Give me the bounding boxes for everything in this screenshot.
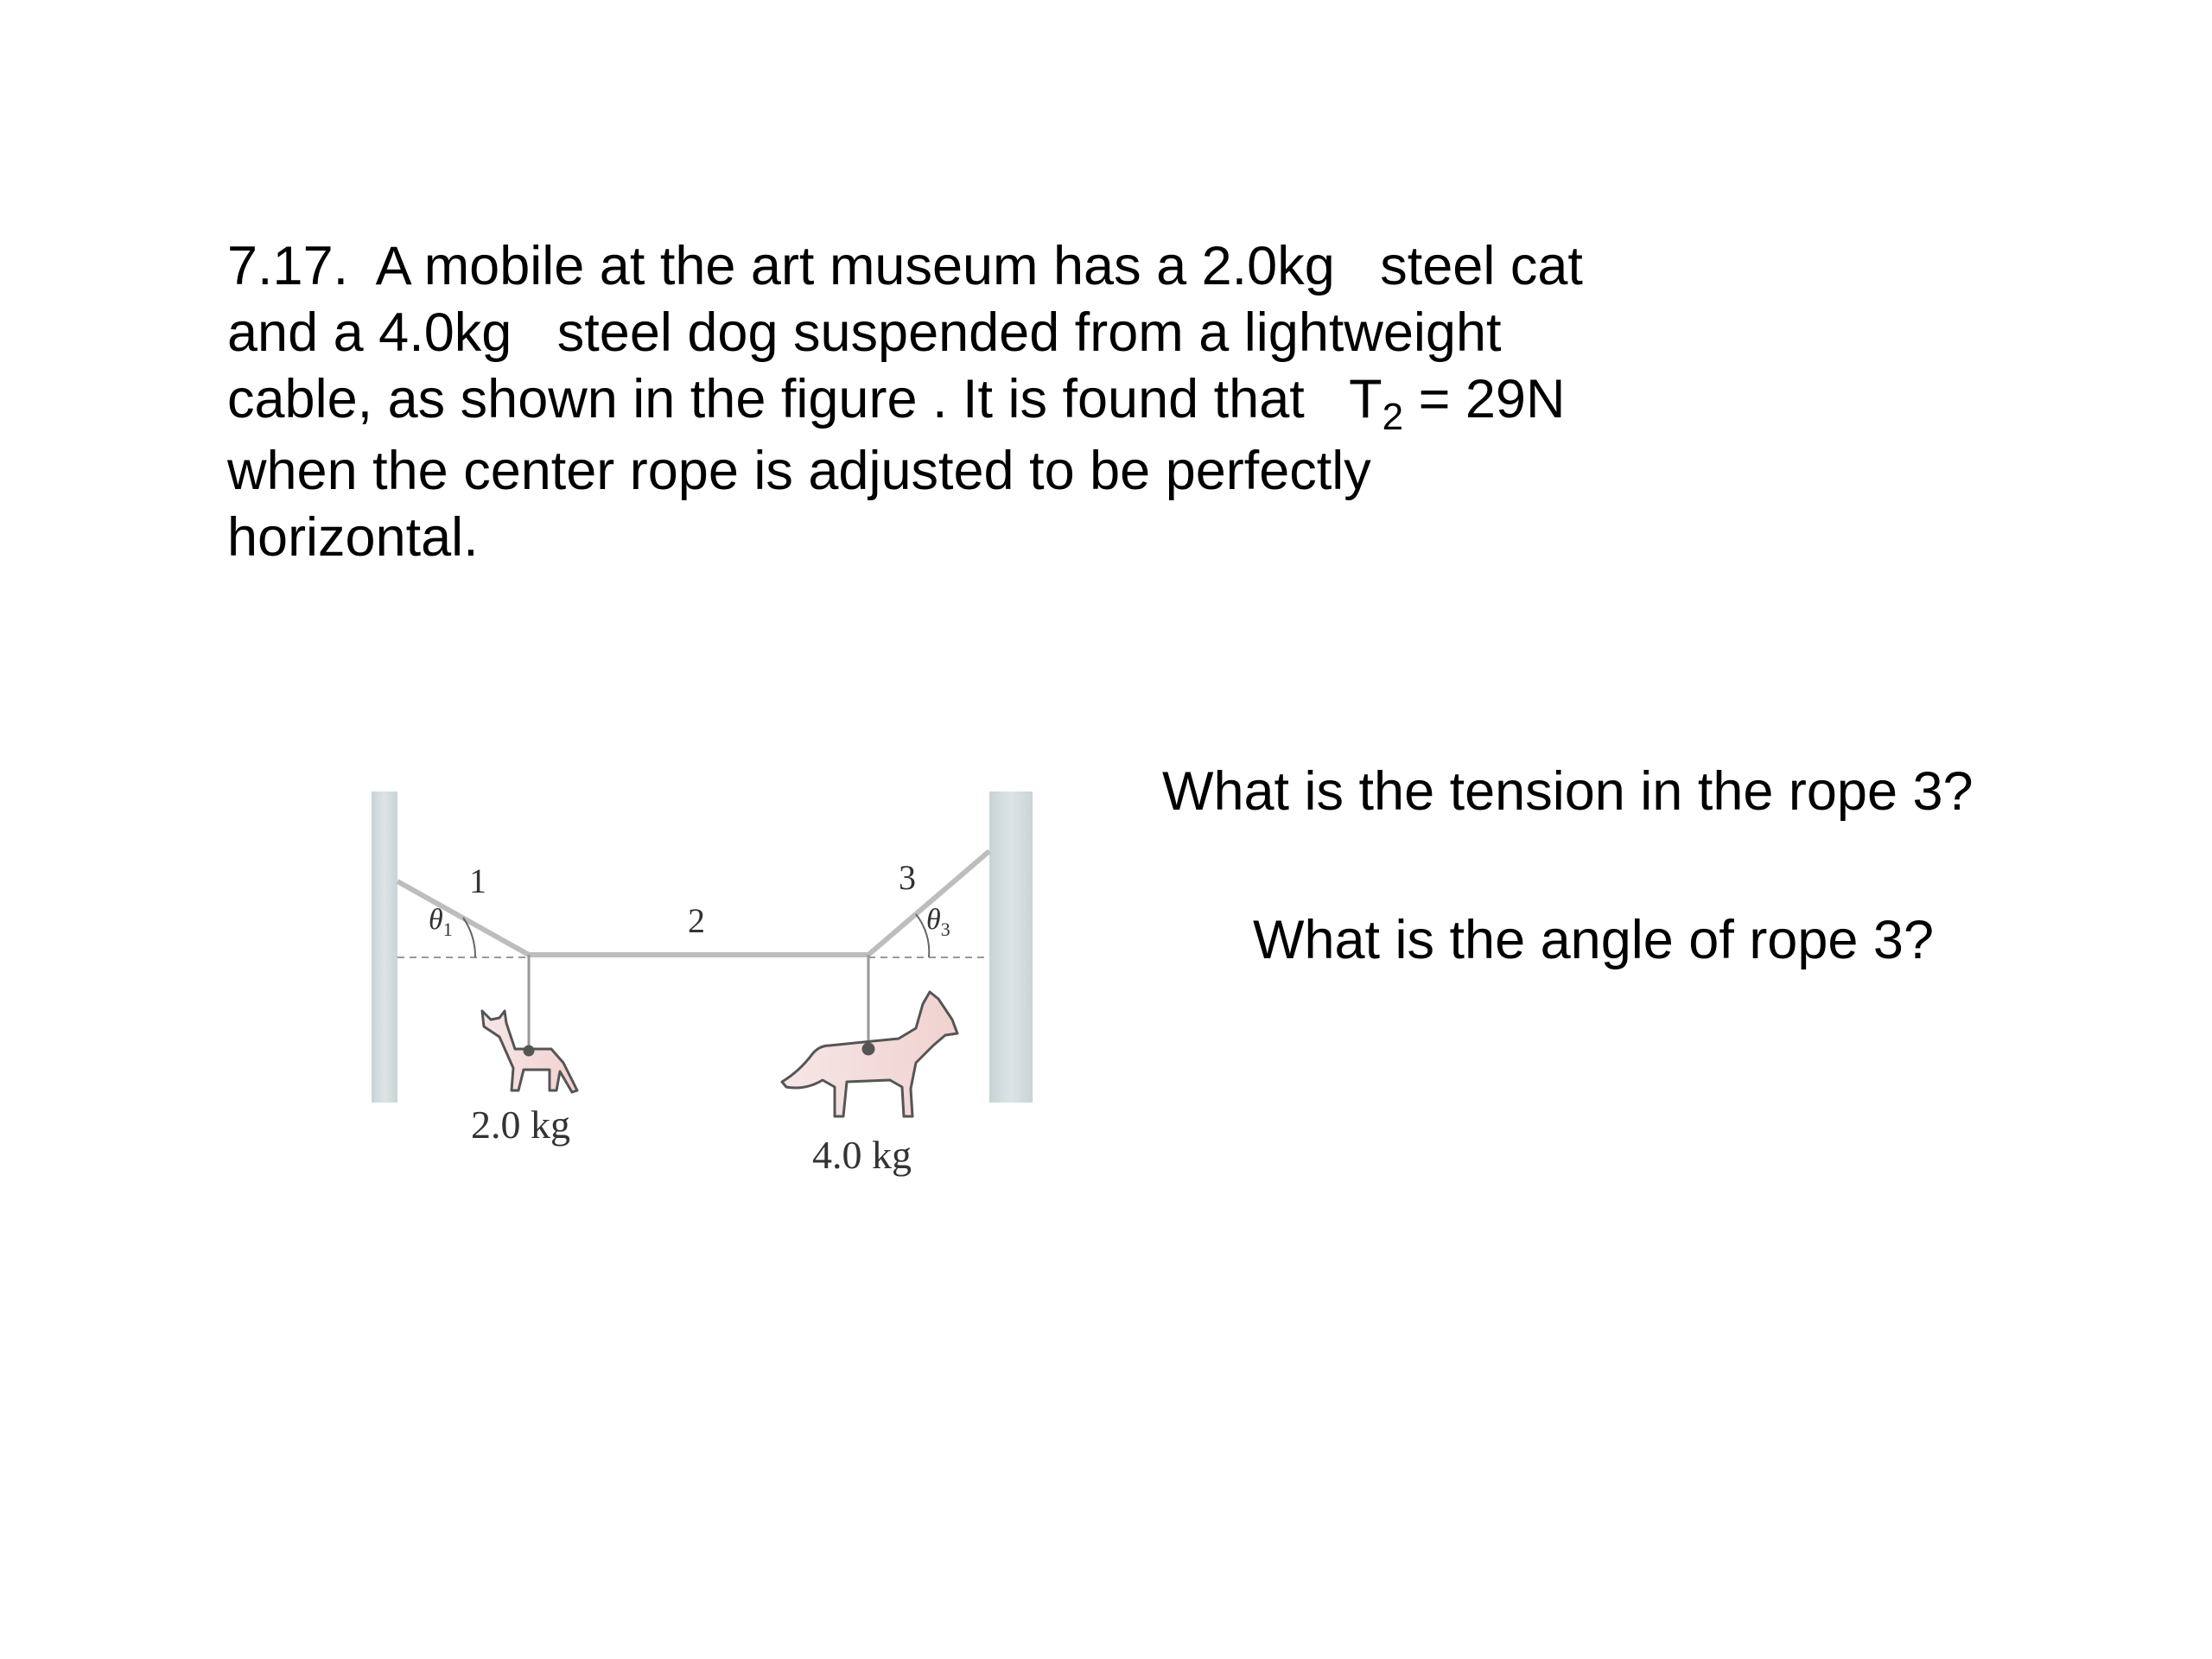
question-angle: What is the angle of rope 3? — [1253, 910, 1934, 970]
tension-value: = 29N — [1403, 369, 1566, 429]
theta3-label — [926, 904, 950, 940]
cat-mass-label: 2.0 kg — [471, 1103, 570, 1147]
problem-statement — [227, 233, 1696, 571]
problem-line-2-end: steel dog suspended from a lightweight — [556, 302, 1502, 363]
theta3-subscript: 3 — [940, 918, 950, 940]
problem-line-4: when the center rope is adjusted to be perfectly — [227, 441, 1371, 501]
right-wall — [989, 791, 1033, 1103]
theta3-symbol: θ — [926, 904, 941, 936]
mobile-figure — [346, 760, 1054, 1210]
problem-line-3-start: cable, as shown in the figure . It is found that — [227, 369, 1305, 429]
theta1-label — [429, 904, 453, 940]
left-wall — [372, 791, 397, 1103]
rope-3 — [868, 851, 989, 955]
tension-subscript: 2 — [1382, 396, 1404, 438]
rope-2-label: 2 — [688, 901, 705, 940]
mobile-diagram — [346, 760, 1054, 1210]
dog-mass-label: 4.0 kg — [812, 1133, 912, 1177]
problem-line-2 — [227, 300, 1696, 366]
problem-line-1-start: 7.17. A mobile at the art museum has a 2.0kg — [227, 236, 1335, 296]
theta1-symbol: θ — [429, 904, 443, 936]
problem-line-2-start: and a 4.0kg — [227, 302, 512, 363]
rope-1-label: 1 — [469, 861, 486, 900]
tension-symbol: T — [1349, 369, 1382, 429]
theta1-subscript: 1 — [442, 918, 453, 940]
problem-line-1-end: steel cat — [1380, 236, 1583, 296]
rope-3-label: 3 — [899, 858, 916, 897]
problem-line-3 — [227, 366, 1696, 438]
question-tension: What is the tension in the rope 3? — [1162, 761, 1974, 822]
problem-line-5: horizontal. — [227, 507, 479, 568]
problem-line-1 — [227, 233, 1696, 300]
